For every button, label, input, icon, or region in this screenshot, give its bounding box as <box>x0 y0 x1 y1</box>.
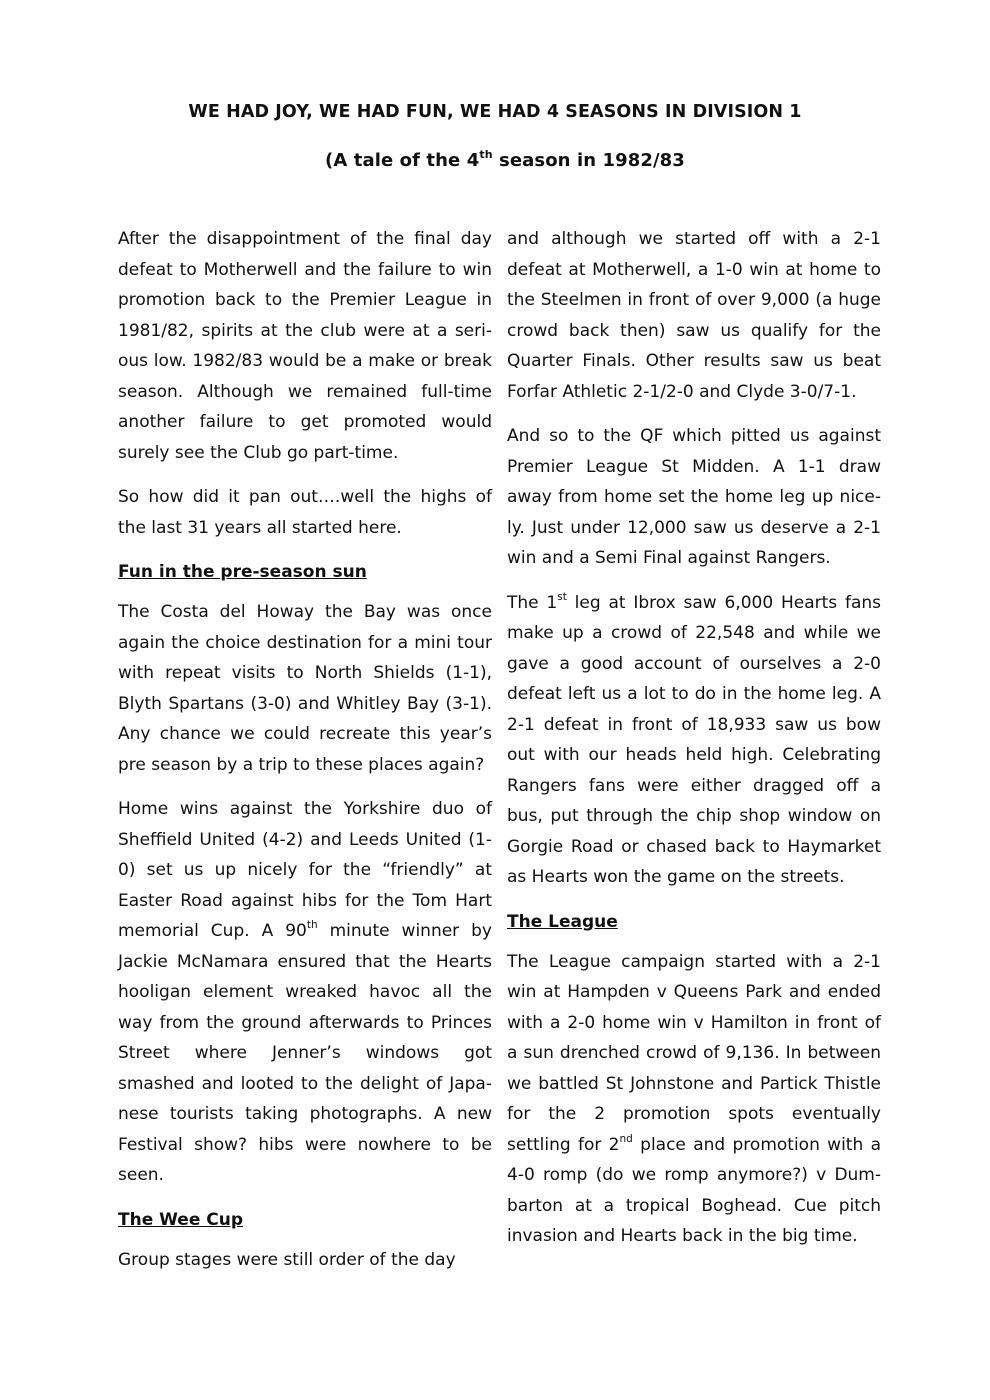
heading-league: The League <box>507 911 618 932</box>
friendlies-superscript: th <box>306 919 318 931</box>
paragraph-semi-final <box>507 588 881 893</box>
paragraph-how-did-it-pan-out: So how did it pan out….well the highs of the last 31 years all started here. <box>118 487 492 538</box>
league-superscript: nd <box>619 1132 633 1145</box>
semi-text-a: The 1 <box>507 592 558 613</box>
paragraph-quarter-final: And so to the QF which pitted us against Premier League St Midden. A 1-1 draw away from home set the home leg up nice-ly. Just under 12,000 saw us deserve a 2-1 win and a Semi Final against Rangers. <box>507 426 881 568</box>
article-subtitle <box>0 150 990 171</box>
paragraph-pre-season-tour: The Costa del Howay the Bay was once again the choice destination for a mini tour with repeat visits to North Shields (1-1), Blyth Spartans (3-0) and Whitley Bay (3-1). Any chance we could recreate this year’s pre season by a trip to these places again? <box>118 602 492 775</box>
heading-pre-season: Fun in the pre-season sun <box>118 562 367 582</box>
right-column <box>507 224 881 1266</box>
friendlies-text-b: minute winner by Jackie McNamara ensured that the Hearts hooligan element wreaked havoc all the way from the ground afterwards to Princes Street where Jenner’s windows got smashed and looted to the delight of Japa-nese tourists taking photographs. A new Festival show? hibs were nowhere to be seen. <box>118 921 492 1185</box>
paragraph-league-campaign <box>507 947 881 1252</box>
league-text-a: The League campaign started with a 2-1 win at Hampden v Queens Park and ended with a 2-0 home win v Hamilton in front of a sun drenched crowd of 9,136. In between we battled St Johnstone and Partick Thistle for the 2 promotion spots eventually settling for 2 <box>507 951 881 1155</box>
subtitle-text-a: (A tale of the 4 <box>325 150 480 171</box>
paragraph-group-stages: Group stages were still order of the day <box>118 1249 456 1270</box>
league-text-b: place and promotion with a 4-0 romp (do we romp anymore?) v Dum-barton at a tropical Boghead. Cue pitch invasion and Hearts back in the big time. <box>507 1134 881 1246</box>
article-title: WE HAD JOY, WE HAD FUN, WE HAD 4 SEASONS IN DIVISION 1 <box>188 102 802 122</box>
paragraph-intro: After the disappointment of the final day defeat to Motherwell and the failure to win promotion back to the Premier League in 1981/82, spirits at the club were at a seri-ous low. 1982/83 would be a make or break season. Although we remained full-time another failure to get promoted would surely see the Club go part-time. <box>118 229 492 463</box>
subtitle-text-b: season in 1982/83 <box>492 150 685 171</box>
heading-wee-cup: The Wee Cup <box>118 1209 244 1230</box>
friendlies-text-a: Home wins against the Yorkshire duo of Sheffield United (4-2) and Leeds United (1-0) set us up nicely for the “friendly” at Easter Road against hibs for the Tom Hart memorial Cup. A 90 <box>118 799 492 941</box>
paragraph-cup-group: and although we started off with a 2-1 defeat at Motherwell, a 1-0 win at home to the Steelmen in front of over 9,000 (a huge crowd back then) saw us qualify for the Quarter Finals. Other results saw us beat Forfar Athletic 2-1/2-0 and Clyde 3-0/7-1. <box>507 229 881 402</box>
subtitle-superscript: th <box>479 148 493 161</box>
left-column <box>118 224 492 1289</box>
semi-superscript: st <box>557 590 567 603</box>
paragraph-friendlies <box>118 794 492 1191</box>
semi-text-b: leg at Ibrox saw 6,000 Hearts fans make up a crowd of 22,548 and while we gave a good account of ourselves a 2-0 defeat left us a lot to do in the home leg. A 2-1 defeat in front of 18,933 saw us bow out with our heads held high. Celebrating Rangers fans were either dragged off a bus, put through the chip shop window on Gorgie Road or chased back to Haymarket as Hearts won the game on the streets. <box>507 592 881 887</box>
